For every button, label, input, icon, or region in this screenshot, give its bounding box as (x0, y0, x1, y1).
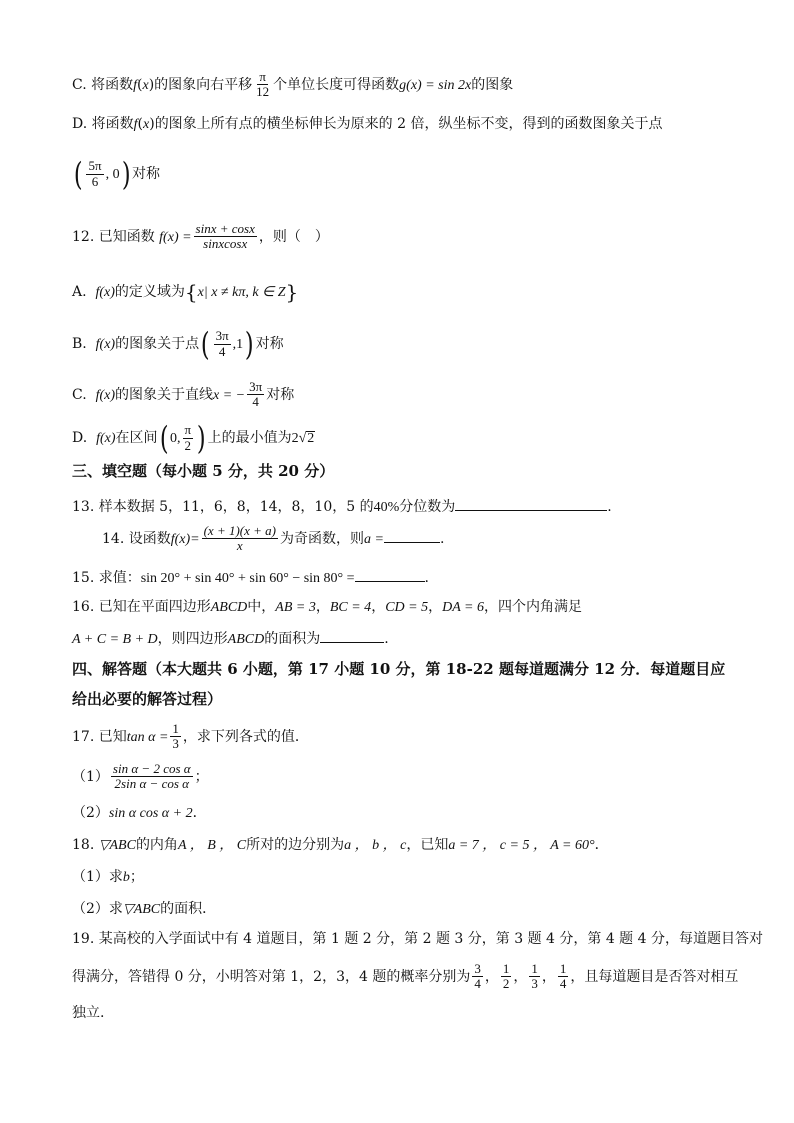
q11-option-d: D. 将函数f(x)的图象上所有点的横坐标伸长为原来的 2 倍，纵坐标不变，得到的函数图象关于点 (72, 116, 663, 132)
q16-line-2: A + C = B + D，则四边形ABCD的面积为 . (72, 631, 389, 647)
q12-option-c: C. f(x)的图象关于直线x = − $\frac{3\pi}{4}$ 对称 (72, 379, 295, 410)
q16-line-1: 16. 已知在平面四边形ABCD中，AB = 3，BC = 4，CD = 5，DA = 6，四个内角满足 (72, 599, 582, 615)
q11-option-c: C. 将函数f(x)的图象向右平移 $\frac{\pi}{12}$ 个单位长度可得函数g(x) = sin 2x的图象 (72, 69, 514, 100)
q19-line-1: 19. 某高校的入学面试中有 4 道题目，第 1 题 2 分，第 2 题 3 分，第 3 题 4 分，第 4 题 4 分，每道题目答对 (72, 931, 763, 947)
q15: 15. 求值：sin 20° + sin 40° + sin 60° − sin 80° = . (72, 570, 429, 586)
q17-stem: 17. 已知tan α = $\frac{1}{3}$ ，求下列各式的值． (72, 721, 309, 752)
q18-stem: 18. ▽ABC的内角A ， B ， C所对的边分别为a ， b ， c，已知a = 7 ， c = 5 ， A = 60°． (72, 837, 609, 853)
point-fraction: $\frac{5\pi}{6}$ (88, 158, 102, 189)
q11-option-d-cont: ( $\frac{5\pi}{6}$ , 0) 对称 (73, 155, 161, 193)
q19-line-3: 独立. (72, 1005, 105, 1021)
q12-option-a: A. f(x)的定义域为{x| x ≠ kπ, k ∈ Z} (72, 280, 299, 304)
shift-fraction: $\frac{\pi}{12}$ (256, 69, 270, 100)
q12-option-d: D. f(x)在区间( 0, $\frac{\pi}{2}$ ) 上的最小值为2√2 (72, 419, 315, 457)
q14: 14. 设函数f(x)= $\frac{(x + 1)(x + a)}{x}$ 为奇函数，则a = . (102, 523, 445, 554)
q18-part-2: （2）求▽ABC的面积． (72, 901, 217, 917)
q12-option-b: B. f(x)的图象关于点( $\frac{3\pi}{4}$ ,1) 对称 (72, 325, 284, 363)
answer-blank (384, 530, 440, 543)
q17-part-2: （2）sin α cos α + 2． (72, 805, 207, 821)
q18-part-1: （1）求b； (72, 869, 144, 885)
q19-line-2: 得满分，答错得 0 分，小明答对第 1，2，3，4 题的概率分别为 $\frac{3}{4}$ ， $\frac{1}{2}$ ， $\frac{1}{3}$ ， $\frac{1}{4}$ ，且每道题目是否答对相互 (72, 961, 739, 992)
function-fraction: $\frac{\sin x + \cos x}{\text{sinxcosx}}$ (195, 221, 255, 252)
section-4-title-line-1: 四、解答题（本大题共 6 小题，第 17 小题 10 分，第 18-22 题每道题满分 12 分．每道题目应 (72, 660, 726, 678)
section-3-title: 三、填空题（每小题 5 分，共 20 分） (72, 462, 335, 480)
answer-blank (355, 569, 425, 582)
section-4-title-line-2: 给出必要的解答过程） (72, 690, 223, 708)
q17-part-1: （1） $\frac{\text{sin α − 2 cos α}}{\text{2sin α − cos α}}$ ； (72, 761, 209, 792)
answer-blank (455, 498, 607, 511)
option-label: C. (72, 76, 87, 93)
q13: 13. 样本数据 5，11，6，8，14，8，10，5 的40%分位数为 . (72, 499, 612, 515)
q12-stem: 12. 已知函数 f(x) = $\frac{\sin x + \cos x}{\text{sinxcosx}}$ ，则（ ） (72, 221, 329, 252)
option-label: D. (72, 116, 88, 132)
answer-blank (320, 630, 384, 643)
